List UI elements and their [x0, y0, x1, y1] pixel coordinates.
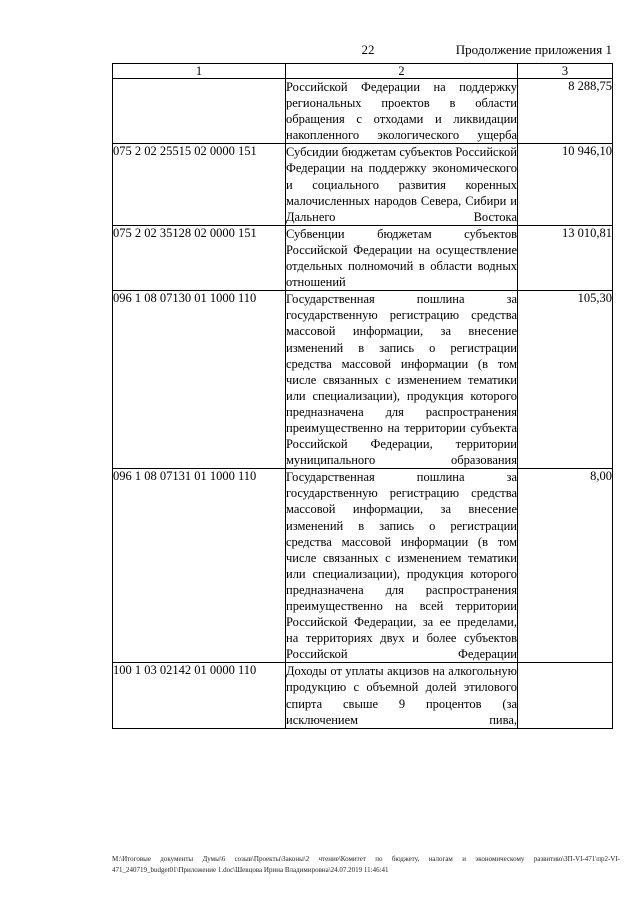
revenue-description: Субвенции бюджетам субъектов Российской Федерации на осуществление отдельных полномочий в области водных отношений [286, 226, 517, 290]
revenue-code: 096 1 08 07130 01 1000 110 [113, 291, 286, 469]
revenue-code: 096 1 08 07131 01 1000 110 [113, 469, 286, 663]
revenue-description: Доходы от уплаты акцизов на алкогольную продукцию с объемной долей этилового спирта свыше 9 процентов (за исключением пива, [286, 664, 517, 727]
continuation-label: Продолжение приложения 1 [455, 42, 612, 57]
revenue-code: 075 2 02 25515 02 0000 151 [113, 144, 286, 225]
revenue-description: Государственная пошлина за государственную регистрацию средства массовой информации, за внесение изменений в запись о регистрации средства массовой информации (в том числе связанных с изменением тематики или специализации), продукция которого предназначена для распространения преимущественно на территории субъекта Российской Федерации, территории муниципального образования [286, 292, 517, 468]
table-header-row [113, 64, 613, 79]
revenue-code: 075 2 02 35128 02 0000 151 [113, 225, 286, 290]
table-row [113, 663, 613, 728]
document-path-footer: M:\Итоговые документы Думы\6 созыв\Проекты\Законы\2 чтение\Комитет по бюджету, налогам и экономическому развитию\ЗП-VI-471\пр2-VI-471_240719_budget01\Приложение 1.doc\Шевцова Ирина Владимировна\24.07.2019 11:46:41 [112, 855, 620, 874]
column-header: 3 [518, 64, 613, 79]
revenue-amount [518, 663, 613, 728]
page-number: 22 [361, 42, 375, 57]
revenue-amount: 8,00 [518, 469, 613, 663]
revenue-description: Российской Федерации на поддержку региональных проектов в области обращения с отходами и ликвидации накопленного экологического ущерба [286, 80, 517, 143]
table-row [113, 79, 613, 144]
revenue-amount: 8 288,75 [518, 79, 613, 144]
table-row [113, 469, 613, 663]
column-header: 2 [286, 64, 518, 79]
revenue-description: Государственная пошлина за государственную регистрацию средства массовой информации, за внесение изменений в запись о регистрации средства массовой информации (в том числе связанных с изменением тематики или специализации), продукция которого предназначена для распространения преимущественно на всей территории Российской Федерации, за ее пределами, на территориях двух и более субъектов Российской Федерации [286, 470, 517, 662]
revenue-code [113, 79, 286, 144]
revenue-description: Субсидии бюджетам субъектов Российской Федерации на поддержку экономического и социального развития коренных малочисленных народов Севера, Сибири и Дальнего Востока [286, 145, 517, 224]
revenue-amount: 105,30 [518, 291, 613, 469]
table-row [113, 291, 613, 469]
column-header: 1 [113, 64, 286, 79]
revenue-amount: 10 946,10 [518, 144, 613, 225]
table-row [113, 144, 613, 225]
budget-table [112, 63, 613, 729]
revenue-code: 100 1 03 02142 01 0000 110 [113, 663, 286, 728]
revenue-amount: 13 010,81 [518, 225, 613, 290]
table-row [113, 225, 613, 290]
